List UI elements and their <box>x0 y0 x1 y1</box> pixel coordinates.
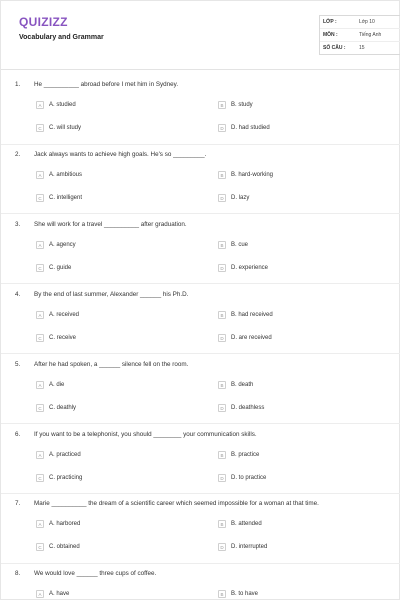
option-b[interactable] <box>218 240 248 250</box>
question-divider <box>1 353 400 354</box>
option-text: A. studied <box>49 102 76 108</box>
question-text: We would love ______ three cups of coffee. <box>34 570 157 577</box>
option-text: C. deathly <box>49 405 77 411</box>
option-d[interactable] <box>218 333 272 343</box>
option-text: D. to practice <box>231 475 267 481</box>
option-b[interactable] <box>218 100 253 110</box>
option-a[interactable] <box>36 240 76 250</box>
question-divider <box>1 423 400 424</box>
option-c[interactable] <box>36 263 71 273</box>
option-d[interactable] <box>218 403 264 413</box>
option-text: C. receive <box>49 335 77 341</box>
option-text: B. study <box>231 102 253 108</box>
option-letter-box: B <box>218 171 226 179</box>
question-divider <box>1 283 400 284</box>
option-c[interactable] <box>36 542 80 552</box>
question-number: 6. <box>15 431 21 438</box>
option-c[interactable] <box>36 473 82 483</box>
question-number: 4. <box>15 291 21 298</box>
question-number: 8. <box>15 570 21 577</box>
meta-label: SỐ CÂU : <box>323 45 346 51</box>
option-letter-box: A <box>36 241 44 249</box>
option-a[interactable] <box>36 100 76 110</box>
meta-row-subject <box>320 29 400 42</box>
option-text: B. to have <box>231 591 259 597</box>
meta-row-class <box>320 16 400 29</box>
meta-label: MÔN : <box>323 32 338 38</box>
option-letter-box: B <box>218 520 226 528</box>
option-d[interactable] <box>218 473 266 483</box>
option-a[interactable] <box>36 170 82 180</box>
option-text: D. had studied <box>231 125 270 131</box>
option-text: A. ambitious <box>49 172 83 178</box>
option-letter-box: B <box>218 451 226 459</box>
option-letter-box: C <box>36 194 44 202</box>
question-divider <box>1 213 400 214</box>
option-letter-box: D <box>218 124 226 132</box>
quizizz-logo: QUIZIZZ <box>19 15 68 29</box>
option-d[interactable] <box>218 193 249 203</box>
option-b[interactable] <box>218 170 273 180</box>
option-text: B. hard-working <box>231 172 274 178</box>
meta-label: LỚP : <box>323 19 337 25</box>
option-text: C. guide <box>49 265 72 271</box>
option-c[interactable] <box>36 333 76 343</box>
option-b[interactable] <box>218 450 259 460</box>
option-letter-box: C <box>36 124 44 132</box>
question-number: 7. <box>15 500 21 507</box>
option-letter-box: D <box>218 543 226 551</box>
option-text: B. cue <box>231 242 249 248</box>
option-text: C. practicing <box>49 475 83 481</box>
option-b[interactable] <box>218 589 258 599</box>
option-text: A. die <box>49 382 65 388</box>
option-letter-box: C <box>36 543 44 551</box>
option-letter-box: B <box>218 381 226 389</box>
header-divider <box>1 69 400 70</box>
option-letter-box: C <box>36 404 44 412</box>
option-text: C. intelligent <box>49 195 83 201</box>
option-text: D. interrupted <box>231 544 268 550</box>
option-letter-box: B <box>218 590 226 598</box>
option-text: D. are received <box>231 335 272 341</box>
option-letter-box: D <box>218 474 226 482</box>
option-c[interactable] <box>36 123 81 133</box>
option-d[interactable] <box>218 542 267 552</box>
option-text: B. practice <box>231 452 260 458</box>
meta-value: Tiếng Anh <box>359 32 382 38</box>
question-text: If you want to be a telephonist, you should ________ your communication skills. <box>34 431 257 438</box>
option-letter-box: A <box>36 381 44 389</box>
option-text: B. attended <box>231 521 262 527</box>
option-letter-box: A <box>36 520 44 528</box>
option-text: A. have <box>49 591 70 597</box>
option-text: B. death <box>231 382 254 388</box>
option-letter-box: C <box>36 264 44 272</box>
option-b[interactable] <box>218 519 262 529</box>
option-letter-box: C <box>36 334 44 342</box>
question-text: After he had spoken, a ______ silence fell on the room. <box>34 361 189 368</box>
option-letter-box: A <box>36 311 44 319</box>
option-a[interactable] <box>36 450 81 460</box>
question-text: She will work for a travel __________ after graduation. <box>34 221 187 228</box>
option-a[interactable] <box>36 380 64 390</box>
meta-value: Lớp 10 <box>359 19 375 25</box>
question-number: 1. <box>15 81 21 88</box>
question-number: 2. <box>15 151 21 158</box>
question-divider <box>1 493 400 494</box>
option-letter-box: A <box>36 101 44 109</box>
question-number: 3. <box>15 221 21 228</box>
question-text: Marie __________ the dream of a scientific career which seemed impossible for a woman at that time. <box>34 500 319 507</box>
option-text: A. received <box>49 312 80 318</box>
option-letter-box: D <box>218 404 226 412</box>
option-a[interactable] <box>36 589 69 599</box>
option-letter-box: D <box>218 334 226 342</box>
worksheet-header <box>19 15 389 67</box>
option-b[interactable] <box>218 310 273 320</box>
option-b[interactable] <box>218 380 253 390</box>
meta-row-count <box>320 42 400 54</box>
option-text: A. agency <box>49 242 76 248</box>
question-divider <box>1 563 400 564</box>
option-a[interactable] <box>36 310 79 320</box>
question-text: He __________ abroad before I met him in Sydney. <box>34 81 179 88</box>
option-letter-box: D <box>218 264 226 272</box>
question-number: 5. <box>15 361 21 368</box>
page-title: Vocabulary and Grammar <box>19 34 104 41</box>
option-letter-box: B <box>218 311 226 319</box>
option-text: A. practiced <box>49 452 81 458</box>
option-c[interactable] <box>36 193 82 203</box>
option-letter-box: A <box>36 590 44 598</box>
option-text: A. harbored <box>49 521 81 527</box>
option-letter-box: C <box>36 474 44 482</box>
meta-table <box>319 15 400 55</box>
option-text: C. will study <box>49 125 82 131</box>
option-letter-box: A <box>36 171 44 179</box>
question-divider <box>1 144 400 145</box>
option-text: B. had received <box>231 312 273 318</box>
option-text: C. obtained <box>49 544 80 550</box>
meta-value: 15 <box>359 45 365 51</box>
option-text: D. deathless <box>231 405 265 411</box>
option-d[interactable] <box>218 263 268 273</box>
question-text: By the end of last summer, Alexander ______ his Ph.D. <box>34 291 189 298</box>
option-a[interactable] <box>36 519 80 529</box>
option-letter-box: A <box>36 451 44 459</box>
option-d[interactable] <box>218 123 270 133</box>
option-letter-box: D <box>218 194 226 202</box>
option-letter-box: B <box>218 241 226 249</box>
option-c[interactable] <box>36 403 76 413</box>
option-text: D. experience <box>231 265 269 271</box>
question-text: Jack always wants to achieve high goals. He's so _________. <box>34 151 207 158</box>
option-letter-box: B <box>218 101 226 109</box>
option-text: D. lazy <box>231 195 250 201</box>
